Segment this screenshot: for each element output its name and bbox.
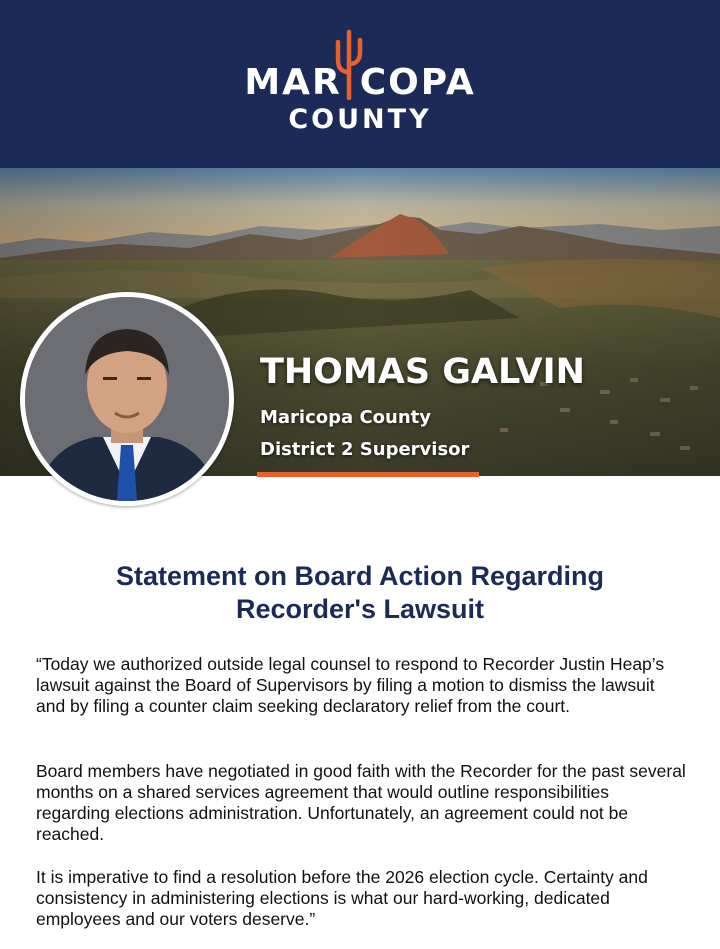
statement-paragraph-2: Board members have negotiated in good faith with the Recorder for the past several months on a shared services agreement that would outline responsibilities regarding elections administration. Unfortunately, an agreement could not be reached. [36, 761, 686, 844]
supervisor-district: District 2 Supervisor [260, 439, 470, 460]
logo-text-copa: COPA [359, 62, 476, 103]
supervisor-name: THOMAS GALVIN [260, 352, 585, 392]
supervisor-portrait [20, 292, 234, 506]
person-icon [25, 297, 229, 501]
headline-line2: Recorder's Lawsuit [236, 594, 484, 624]
logo-text-county: COUNTY [288, 104, 432, 135]
maricopa-county-logo[interactable] [0, 0, 720, 168]
accent-divider [257, 472, 479, 477]
statement-paragraph-1: “Today we authorized outside legal counsel to respond to Recorder Justin Heap’s lawsuit against the Board of Supervisors by filing a motion to dismiss the lawsuit and by filing a counter claim seeking declaratory relief from the court. [36, 654, 665, 716]
headline-line1: Statement on Board Action Regarding [115, 561, 605, 591]
logo-text-mar: MAR [244, 62, 342, 103]
statement-paragraph-3: It is imperative to find a resolution before the 2026 election cycle. Certainty and consistency in administering elections is what our hard-working, dedicated employees and our voters deserve.” [36, 867, 648, 929]
header-bar [0, 0, 720, 168]
supervisor-county: Maricopa County [260, 407, 431, 428]
logo-text-line1 [0, 62, 720, 103]
statement-headline [40, 560, 680, 626]
